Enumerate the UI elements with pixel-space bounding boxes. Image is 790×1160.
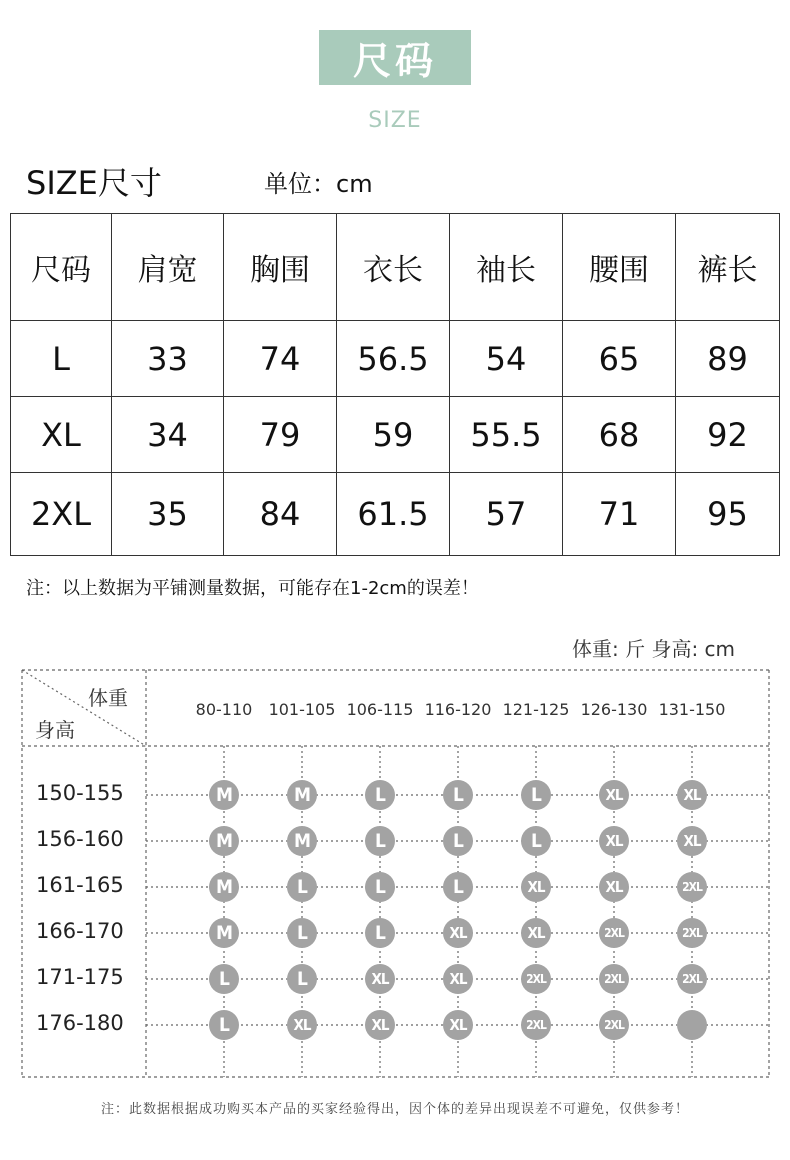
size-badge: L — [365, 780, 395, 810]
weight-column-label: 121-125 — [502, 700, 570, 719]
page-subtitle: SIZE — [368, 108, 422, 133]
table-cell: 84 — [224, 473, 337, 556]
size-badge: 2XL — [599, 964, 629, 994]
measurement-note: 注：以上数据为平铺测量数据，可能存在1-2cm的误差！ — [26, 578, 479, 599]
height-row-label: 150-155 — [36, 781, 124, 805]
size-badge: 2XL — [677, 964, 707, 994]
size-badge: XL — [677, 780, 707, 810]
weight-column-label: 80-110 — [195, 700, 253, 719]
table-cell: 2XL — [11, 473, 112, 556]
height-row-label: 166-170 — [36, 919, 124, 943]
size-badge: XL — [599, 872, 629, 902]
size-badge — [677, 1010, 707, 1040]
header-length: 衣长 — [337, 214, 450, 321]
size-badge: 2XL — [599, 1010, 629, 1040]
table-cell: 74 — [224, 321, 337, 397]
weight-column-label: 131-150 — [658, 700, 726, 719]
size-badge: M — [209, 872, 239, 902]
size-badge: L — [365, 826, 395, 856]
header-shoulder: 肩宽 — [112, 214, 224, 321]
page-title: 尺码 — [319, 30, 471, 85]
size-badge: L — [287, 964, 317, 994]
header-size: 尺码 — [11, 214, 112, 321]
size-badge: XL — [365, 1010, 395, 1040]
size-badge: L — [521, 780, 551, 810]
table-cell: 61.5 — [337, 473, 450, 556]
size-badge: XL — [443, 964, 473, 994]
header-chest: 胸围 — [224, 214, 337, 321]
size-badge: XL — [599, 826, 629, 856]
corner-label-weight: 体重 — [88, 686, 128, 710]
table-cell: 65 — [563, 321, 676, 397]
weight-column-label: 101-105 — [268, 700, 336, 719]
table-cell: 33 — [112, 321, 224, 397]
size-badge: 2XL — [521, 1010, 551, 1040]
height-row-label: 171-175 — [36, 965, 124, 989]
size-badge: XL — [521, 872, 551, 902]
table-cell: 59 — [337, 397, 450, 473]
table-cell: L — [11, 321, 112, 397]
height-row-label: 176-180 — [36, 1011, 124, 1035]
corner-label-height: 身高 — [35, 718, 75, 742]
size-badge: M — [209, 826, 239, 856]
size-badge: M — [209, 918, 239, 948]
table-cell: 56.5 — [337, 321, 450, 397]
table-cell: 34 — [112, 397, 224, 473]
size-badge: XL — [599, 780, 629, 810]
table-cell: 35 — [112, 473, 224, 556]
size-badge: 2XL — [521, 964, 551, 994]
table-cell: 71 — [563, 473, 676, 556]
table-cell: 68 — [563, 397, 676, 473]
size-section-label: SIZE尺寸 — [26, 164, 162, 202]
header-pants-length: 裤长 — [676, 214, 780, 321]
size-badge: XL — [443, 1010, 473, 1040]
header-waist: 腰围 — [563, 214, 676, 321]
size-badge: L — [287, 872, 317, 902]
size-badge: XL — [287, 1010, 317, 1040]
unit-label: 单位：cm — [264, 170, 373, 198]
size-badge: L — [443, 826, 473, 856]
size-badge: L — [287, 918, 317, 948]
weight-column-label: 106-115 — [346, 700, 414, 719]
table-cell: 57 — [450, 473, 563, 556]
size-badge: M — [287, 826, 317, 856]
table-cell: 54 — [450, 321, 563, 397]
size-badge: 2XL — [677, 918, 707, 948]
size-badge: 2XL — [677, 872, 707, 902]
size-badge: L — [521, 826, 551, 856]
height-row-label: 161-165 — [36, 873, 124, 897]
table-cell: 95 — [676, 473, 780, 556]
weight-column-label: 126-130 — [580, 700, 648, 719]
size-badge: M — [287, 780, 317, 810]
size-badge: M — [209, 780, 239, 810]
size-badge: XL — [443, 918, 473, 948]
weight-column-label: 116-120 — [424, 700, 492, 719]
header-sleeve: 袖长 — [450, 214, 563, 321]
reference-note: 注：此数据根据成功购买本产品的买家经验得出，因个体的差异出现误差不可避免，仅供参考！ — [100, 1102, 689, 1117]
size-badge: L — [365, 918, 395, 948]
table-cell: 89 — [676, 321, 780, 397]
size-badge: XL — [677, 826, 707, 856]
chart-units: 体重: 斤 身高: cm — [572, 637, 736, 661]
table-cell: 55.5 — [450, 397, 563, 473]
size-badge: XL — [521, 918, 551, 948]
size-badge: L — [209, 964, 239, 994]
size-badge: 2XL — [599, 918, 629, 948]
size-badge: L — [443, 780, 473, 810]
size-badge: L — [365, 872, 395, 902]
size-badge: XL — [365, 964, 395, 994]
table-cell: XL — [11, 397, 112, 473]
size-badge: L — [443, 872, 473, 902]
height-row-label: 156-160 — [36, 827, 124, 851]
table-cell: 92 — [676, 397, 780, 473]
table-cell: 79 — [224, 397, 337, 473]
size-badge: L — [209, 1010, 239, 1040]
